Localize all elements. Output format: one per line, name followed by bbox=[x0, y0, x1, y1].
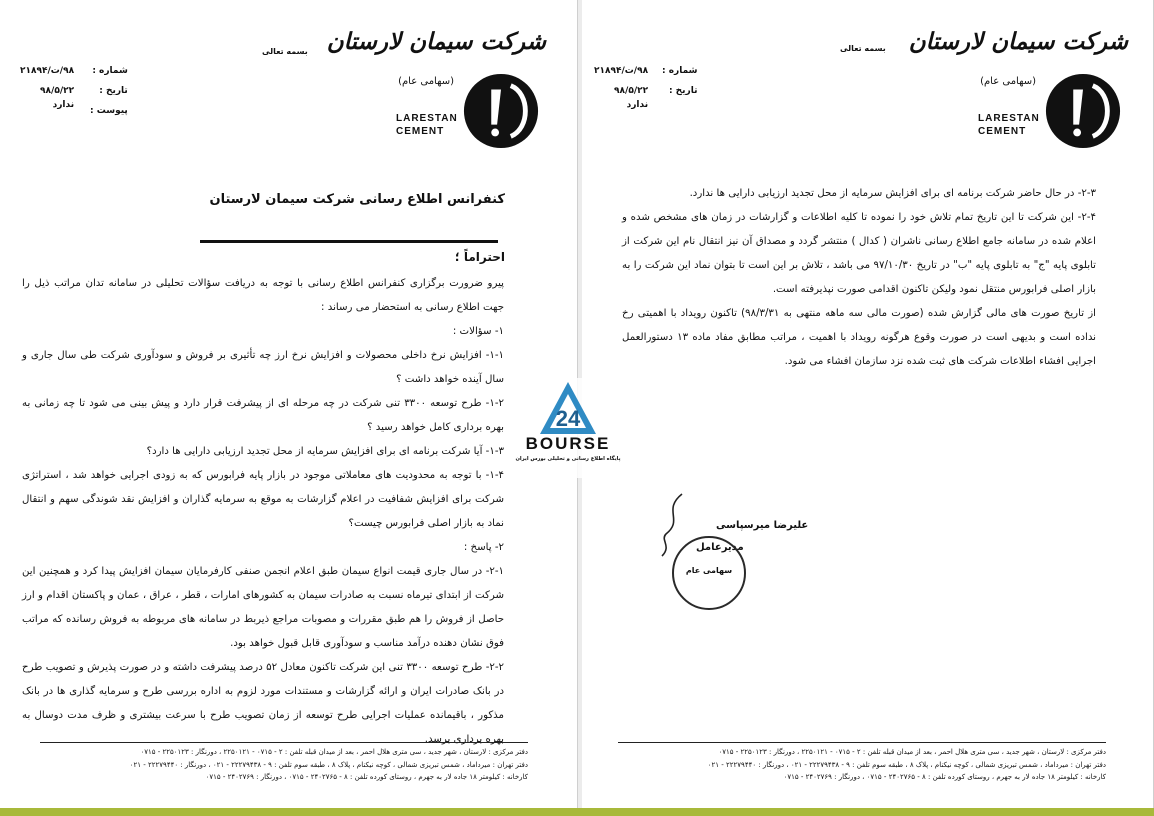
letter-attachment: ندارد bbox=[626, 100, 649, 110]
body-paragraph: ۱- سؤالات : bbox=[452, 326, 504, 337]
body-paragraph: ۱-۲- طرح توسعه ۳۳۰۰ تنی شرکت در چه مرحله ای از پیشرفت قرار دارد و پیش بینی می شود تا چه زمانی به بهره برداری کامل خواهد رسید ؟ bbox=[22, 398, 504, 433]
company-logo bbox=[326, 28, 546, 148]
company-type: (سهامی عام) bbox=[980, 76, 1036, 87]
footer-tehran-office: دفتر تهران : میرداماد ، شمس تبریزی شمالی ، کوچه نیکنام ، پلاک ۸ ، طبقه سوم تلفن : ۹ - ۲۲۲۷۹۴۳۸ - ۰۲۱ ، دورنگار : ۲۲۲۷۹۴۴۰ - ۰۲۱ bbox=[129, 760, 528, 769]
letter-page-2 bbox=[582, 0, 1154, 808]
company-name-fa: شرکت سیمان لارستان bbox=[326, 28, 546, 55]
signatory-title: مدیرعامل bbox=[696, 542, 744, 553]
letter-date: ۹۸/۵/۲۲ bbox=[40, 86, 75, 96]
letter-page-1 bbox=[0, 0, 578, 808]
stamp-label: سهامی عام bbox=[685, 566, 733, 575]
company-name-en: LARESTAN CEMENT bbox=[396, 113, 458, 137]
letter-date: ۹۸/۵/۲۲ bbox=[614, 86, 649, 96]
meta-labels bbox=[90, 64, 128, 118]
number-label: شماره : bbox=[92, 66, 128, 76]
company-name-en: LARESTAN CEMENT bbox=[978, 113, 1040, 137]
company-stamp bbox=[672, 536, 746, 610]
body-paragraph: ۲-۱- در سال جاری قیمت انواع سیمان طبق اعلام انجمن صنفی کارفرمایان سیمان افزایش پیدا کرد و همچنین این شرکت از ابتدای تیرماه نسبت به صادرات سیمان به کشورهای امارات ، قطر ، عراق ، عمان و پاکستان اقدام و ارز حاصل از فروش را هم طبق مقررات و مصوبات مراجع ذیربط در سامانه های مربوطه به فروش رسانده که مراتب فوق نشان دهنده درآمد مناسب و سودآوری قابل قبول خواهد بود. bbox=[22, 566, 504, 649]
letter-footer bbox=[40, 742, 528, 784]
body-paragraph: ۲-۴- این شرکت تا این تاریخ تمام تلاش خود را نموده تا کلیه اطلاعات و گزارشات در زمان های مشخص شده و اعلام شده در سامانه جامع اطلاع رسانی ناشران ( کدال ) منتشر گردد و مصداق آن نیز انتقال نام این شرکت از تابلوی پایه "ج" به تابلوی پایه "ب" در تاریخ ۹۷/۱۰/۳۰ می باشد ، تلاش بر این است تا بتوان نماد این شرکت را به بازار اصلی فرابورس منتقل نمود ولیکن تاکنون اقدامی صورت نپذیرفته است. bbox=[622, 212, 1096, 295]
watermark-word: BOURSE bbox=[525, 434, 611, 453]
body-paragraph: ۱-۳- آیا شرکت برنامه ای برای افزایش سرمایه از محل تجدید ارزیابی دارایی ها دارد؟ bbox=[146, 446, 504, 457]
number-label: شماره : bbox=[662, 66, 698, 76]
invocation: بسمه تعالی bbox=[840, 44, 886, 53]
bourse24-watermark bbox=[512, 378, 624, 478]
body-paragraph: از تاریخ صورت های مالی گزارش شده (صورت مالی سه ماهه منتهی به ۹۸/۳/۳۱) تاکنون رویداد با اهمیتی رخ نداده است و بدیهی است در صورت وقوع هرگونه رویداد با اهمیت ، مراتب مطابق مفاد ماده ۱۳ دستورالعمل اجرایی افشاء اطلاعات شرکت های ثبت شده نزد سازمان افشاء می شود. bbox=[622, 308, 1097, 367]
date-label: تاریخ : bbox=[99, 86, 128, 96]
body-paragraph: پیرو ضرورت برگزاری کنفرانس اطلاع رسانی با توجه به دریافت سؤالات تحلیلی در سامانه تدان مراتب ذیل را جهت اطلاع رسانی به استحضار می رساند : bbox=[22, 278, 504, 313]
title-divider bbox=[200, 240, 498, 243]
page-title: کنفرانس اطلاع رسانی شرکت سیمان لارستان bbox=[209, 192, 505, 207]
company-name-fa: شرکت سیمان لارستان bbox=[908, 28, 1128, 55]
letter-number: ۹۸/ت/۲۱۸۹۴ bbox=[594, 66, 649, 76]
signatory-name: علیرضا میرسپاسی bbox=[716, 520, 809, 531]
body-paragraph: ۱-۱- افزایش نرخ داخلی محصولات و افزایش نرخ ارز چه تأثیری بر فروش و سودآوری شرکت طی سال جاری و سال آینده خواهد داشت ؟ bbox=[22, 350, 504, 385]
body-paragraph: ۲-۳- در حال حاضر شرکت برنامه ای برای افزایش سرمایه از محل تجدید ارزیابی دارایی ها ندارد. bbox=[689, 188, 1096, 199]
cement-logo-icon bbox=[462, 72, 540, 150]
body-paragraph: ۱-۴- با توجه به محدودیت های معاملاتی موجود در بازار پایه فرابورس که به زودی اجرایی خواهد شد ، استراتژی شرکت برای افزایش شفافیت در اعلام گزارشات به موقع به سرمایه گذاران و افزایش نقد شوندگی سهم و انتقال نماد به بازار اصلی فرابورس چیست؟ bbox=[22, 470, 504, 529]
footer-factory: کارخانه : کیلومتر ۱۸ جاده لار به جهرم ، روستای کورده تلفن : ۸ - ۲۴۰۲۷۶۵ - ۰۷۱۵ ، دورنگار : ۲۴۰۲۷۶۹ - ۰۷۱۵ bbox=[205, 773, 528, 781]
greeting: احتراماً ؛ bbox=[454, 250, 505, 264]
body-paragraph: ۲- پاسخ : bbox=[463, 542, 504, 553]
watermark-number: 24 bbox=[555, 406, 581, 431]
footer-tehran-office: دفتر تهران : میرداماد ، شمس تبریزی شمالی ، کوچه نیکنام ، پلاک ۸ ، طبقه سوم تلفن : ۹ - ۲۲۲۷۹۴۳۸ - ۰۲۱ ، دورنگار : ۲۲۲۷۹۴۴۰ - ۰۲۱ bbox=[707, 760, 1106, 769]
page2-body bbox=[622, 182, 1096, 374]
letter-number: ۹۸/ت/۲۱۸۹۴ bbox=[20, 66, 75, 76]
watermark-subtitle: پایگاه اطلاع رسانی و تحلیلی بورس ایران bbox=[515, 456, 621, 462]
meta-values bbox=[20, 64, 74, 112]
company-logo bbox=[908, 28, 1128, 148]
page1-body bbox=[22, 272, 504, 752]
meta-values bbox=[594, 64, 648, 112]
footer-factory: کارخانه : کیلومتر ۱۸ جاده لار به جهرم ، روستای کورده تلفن : ۸ - ۲۴۰۲۷۶۵ - ۰۷۱۵ ، دورنگار : ۲۴۰۲۷۶۹ - ۰۷۱۵ bbox=[783, 773, 1106, 781]
letter-attachment: ندارد bbox=[52, 100, 75, 110]
footer-head-office: دفتر مرکزی : لارستان ، شهر جدید ، سی متری هلال احمر ، بعد از میدان قبله تلفن : ۲ - ۰۷۱۵ - ۲۲۵۰۱۲۱ ، دورنگار : ۲۲۵۰۱۲۳ - ۰۷۱۵ bbox=[140, 748, 528, 756]
invocation: بسمه تعالی bbox=[262, 47, 308, 56]
company-type: (سهامی عام) bbox=[398, 76, 454, 87]
bottom-stripe bbox=[0, 808, 1154, 816]
attachment-label: پیوست : bbox=[90, 106, 128, 116]
date-label: تاریخ : bbox=[668, 86, 698, 96]
bourse-logo-icon bbox=[538, 380, 598, 436]
body-paragraph: ۲-۲- طرح توسعه ۳۳۰۰ تنی این شرکت تاکنون معادل ۵۲ درصد پیشرفت داشته و در صورت پذیرش و تصویب طرح در بانک صادرات ایران و ارائه گزارشات و مستندات مورد لزوم به اداره بررسی طرح و سرمایه گذاری ها در بانک مذکور ، باقیمانده عملیات اجرایی طرح توسعه از زمان تصویب طرح با سرعت بیشتری و ظرف مدت دوسال به بهره برداری برسد. bbox=[22, 662, 504, 745]
footer-head-office: دفتر مرکزی : لارستان ، شهر جدید ، سی متری هلال احمر ، بعد از میدان قبله تلفن : ۲ - ۰۷۱۵ - ۲۲۵۰۱۲۱ ، دورنگار : ۲۲۵۰۱۲۳ - ۰۷۱۵ bbox=[718, 748, 1106, 756]
cement-logo-icon bbox=[1044, 72, 1122, 150]
meta-labels bbox=[662, 64, 698, 98]
letter-footer bbox=[618, 742, 1106, 784]
